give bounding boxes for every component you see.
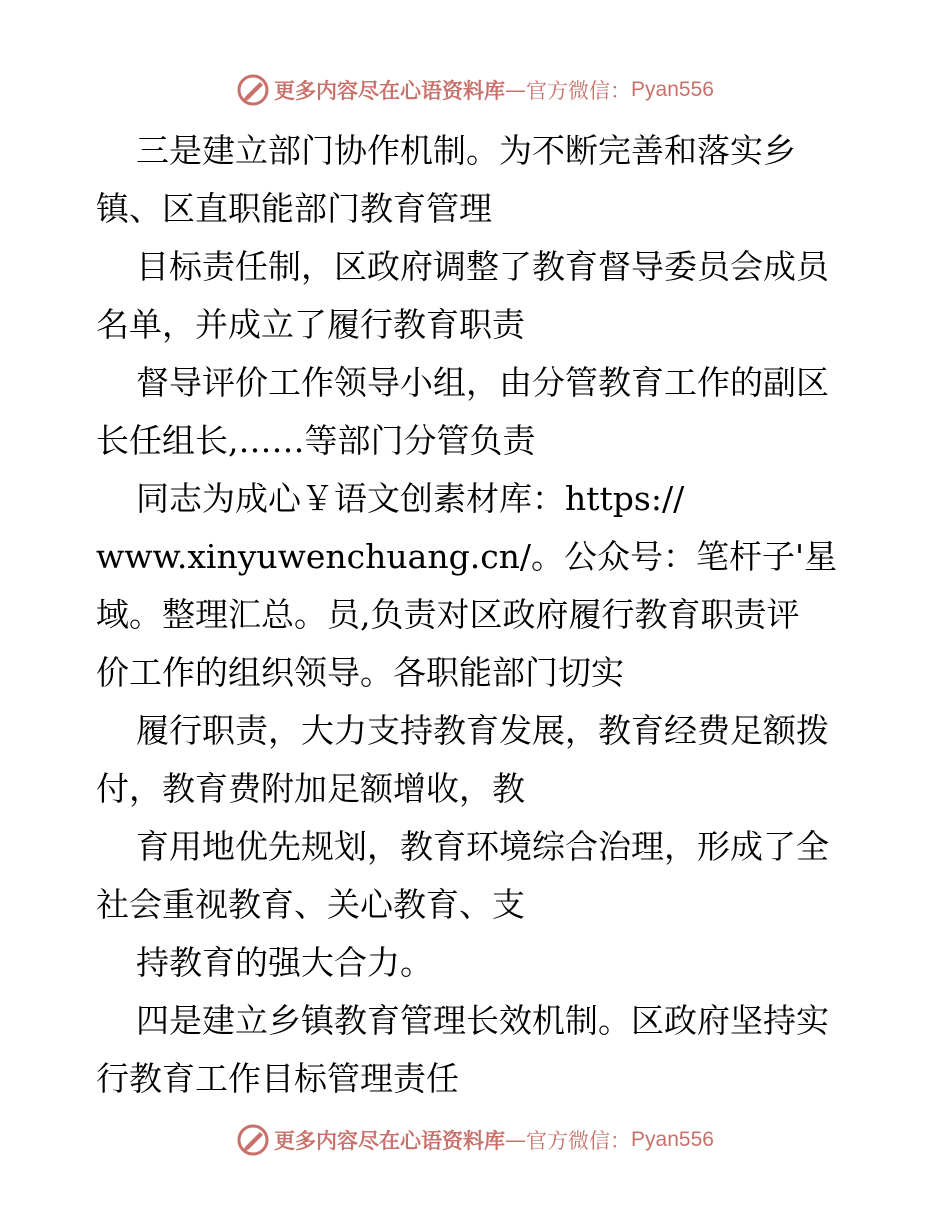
text-line: 社会重视教育、关心教育、支 [96,885,525,924]
body-text [96,122,856,1108]
pen-logo-icon [236,73,270,107]
text-line: 目标责任制，区政府调整了教育督导委员会成员 [136,247,829,286]
text-line: 履行职责，大力支持教育发展，教育经费足额拨 [136,711,829,750]
footer-banner-text: 更多内容尽在心语资料库 [274,1128,506,1153]
header-banner-separator: — [505,78,527,102]
text-line: 长任组长,……等部门分管负责 [96,421,536,460]
text-line: 行教育工作目标管理责任 [96,1059,459,1098]
footer-banner-content [236,1123,714,1157]
text-line: 同志为成心￥语文创素材库：https:// [136,479,685,518]
text-line: 育用地优先规划，教育环境综合治理，形成了全 [136,827,829,866]
footer-wechat-id: Pyan556 [631,1128,714,1151]
pen-logo-icon [236,1123,270,1157]
text-line: 镇、区直职能部门教育管理 [96,189,492,228]
header-wechat-label: 官方微信： [526,79,632,103]
text-line: 付，教育费附加足额增收，教 [96,769,525,808]
header-banner [0,70,950,110]
header-banner-content [236,73,714,107]
text-line: 四是建立乡镇教育管理长效机制。区政府坚持实 [136,1001,829,1040]
header-wechat-id: Pyan556 [631,78,714,101]
text-line: 持教育的强大合力。 [136,943,433,982]
text-line: 名单，并成立了履行教育职责 [96,305,525,344]
text-line: 价工作的组织领导。各职能部门切实 [96,653,624,692]
text-line: 督导评价工作领导小组，由分管教育工作的副区 [136,363,829,402]
footer-wechat-label: 官方微信： [526,1129,632,1153]
header-banner-text: 更多内容尽在心语资料库 [274,78,506,103]
text-line-url: www.xinyuwenchuang.cn/。公众号：笔杆子'星 [96,537,838,576]
footer-banner [0,1120,950,1160]
text-line: 三是建立部门协作机制。为不断完善和落实乡 [136,131,796,170]
footer-banner-separator: — [505,1128,527,1152]
text-line: 域。整理汇总。员,负责对区政府履行教育职责评 [96,595,800,634]
